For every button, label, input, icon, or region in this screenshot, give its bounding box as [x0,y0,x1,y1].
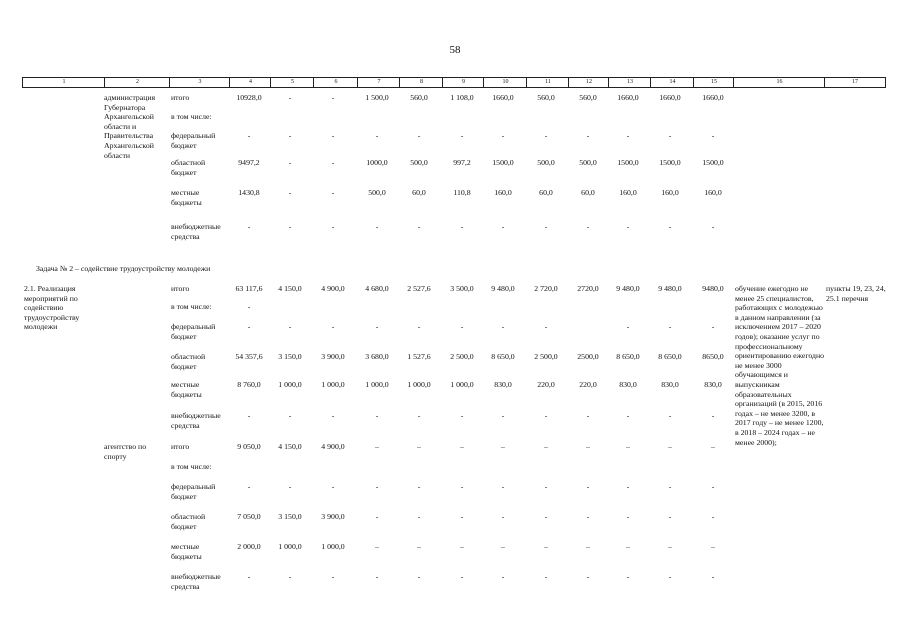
amount-cell: 1 000,0 [450,380,474,389]
amount-cell: - [331,322,335,331]
amount-cell: – [626,442,630,451]
amount-cell: - [417,322,421,331]
amount-cell: 560,0 [537,93,555,102]
amount-cell: – [668,542,672,551]
amount-cell: - [331,188,335,197]
amount-cell: 3 680,0 [365,352,389,361]
column-separator [270,78,271,87]
amount-cell: 8 650,0 [616,352,640,361]
column-number: 3 [198,79,202,85]
amount-cell: 500,0 [579,158,597,167]
amount-cell: 10928,0 [236,93,262,102]
amount-cell: - [711,131,715,140]
funding-source-label: местные бюджеты [171,380,202,399]
amount-cell: - [288,322,292,331]
amount-cell: 1660,0 [702,93,724,102]
amount-cell: 2 527,6 [407,284,431,293]
amount-cell: - [586,131,590,140]
amount-cell: - [501,411,505,420]
amount-cell: 54 357,6 [235,352,263,361]
expected-result-cell: обучение ежегодно не менее 25 специалистов, работающих с молодежью в данном направлении (за исключением 2017 – 2020 годов); оказание услуг по профессиональному ориентированию ежегодно не менее 3000 обучающимся и выпускникам образовательных организаций (в 2015, 2016 годах – не менее 3200, в 2017 году – не менее 1200, в 2018 – 2024 годах – не менее 2000); [735,284,825,447]
amount-cell: 1500,0 [617,158,639,167]
amount-cell: - [626,322,630,331]
amount-cell: - [247,131,251,140]
amount-cell: 1 000,0 [321,542,345,551]
amount-cell: 1 527,6 [407,352,431,361]
amount-cell: 9 480,0 [616,284,640,293]
funding-source-label: итого [171,284,190,293]
column-separator [608,78,609,87]
amount-cell: 1660,0 [492,93,514,102]
amount-cell: 2500,0 [577,352,599,361]
column-number: 6 [334,79,338,85]
amount-cell: - [331,93,335,102]
amount-cell: 60,0 [539,188,553,197]
column-number: 9 [462,79,465,85]
executor-cell: администрация Губернатора Архангельской области и Правительства Архангельской области [104,93,156,160]
amount-cell: 7 050,0 [237,512,261,521]
amount-cell: - [501,222,505,231]
amount-cell: - [288,93,292,102]
amount-cell: - [544,222,548,231]
column-separator [357,78,358,87]
column-number: 14 [669,79,676,85]
indicators-cell: пункты 19, 23, 24, 25.1 перечня [826,284,886,303]
amount-cell: - [417,411,421,420]
funding-source-label: в том числе: [171,302,212,311]
amount-cell: 9 480,0 [658,284,682,293]
amount-cell: – [711,542,715,551]
amount-cell: - [586,222,590,231]
amount-cell: 830,0 [661,380,679,389]
amount-cell: - [375,411,379,420]
amount-cell: - [375,482,379,491]
amount-cell: - [417,482,421,491]
amount-cell: 2720,0 [577,284,599,293]
column-number: 15 [711,79,717,85]
amount-cell: 1000,0 [366,158,388,167]
column-separator [399,78,400,87]
amount-cell: - [544,572,548,581]
amount-cell: 160,0 [704,188,722,197]
amount-cell: 8 650,0 [658,352,682,361]
amount-cell: - [711,482,715,491]
amount-cell: - [288,482,292,491]
amount-cell: – [417,442,421,451]
amount-cell: - [711,222,715,231]
amount-cell: - [668,512,672,521]
amount-cell: – [501,442,505,451]
column-number: 17 [852,79,858,85]
amount-cell: - [460,512,464,521]
amount-cell: - [668,131,672,140]
amount-cell: - [668,482,672,491]
column-number: 2 [136,79,139,85]
column-number: 11 [545,79,551,85]
funding-source-label: местные бюджеты [171,542,202,561]
amount-cell: - [288,411,292,420]
column-separator [169,78,170,87]
amount-cell: 160,0 [619,188,637,197]
amount-cell: 4 150,0 [278,284,302,293]
amount-cell: 3 150,0 [278,512,302,521]
amount-cell: 1660,0 [659,93,681,102]
amount-cell: – [586,542,590,551]
funding-source-label: местные бюджеты [171,188,202,207]
page-number: 58 [449,44,461,56]
amount-cell: - [331,158,335,167]
amount-cell: 1500,0 [702,158,724,167]
amount-cell: - [460,482,464,491]
column-number: 8 [420,79,423,85]
amount-cell: 220,0 [579,380,597,389]
column-number: 10 [502,79,509,85]
amount-cell: – [375,442,379,451]
amount-cell: - [501,131,505,140]
amount-cell: 1660,0 [617,93,639,102]
amount-cell: - [417,131,421,140]
amount-cell: - [331,482,335,491]
column-separator [442,78,443,87]
amount-cell: 1 108,0 [450,93,474,102]
amount-cell: 1 000,0 [321,380,345,389]
amount-cell: 1 500,0 [365,93,389,102]
amount-cell: - [331,572,335,581]
amount-cell: – [501,542,505,551]
amount-cell: 4 900,0 [321,442,345,451]
funding-source-label: итого [171,442,190,451]
funding-source-label: в том числе: [171,462,212,471]
amount-cell: - [247,411,251,420]
column-separator [824,78,825,87]
column-separator [526,78,527,87]
amount-cell: – [460,542,464,551]
amount-cell: 8 760,0 [237,380,261,389]
amount-cell: - [288,188,292,197]
amount-cell: 1 000,0 [407,380,431,389]
amount-cell: 3 150,0 [278,352,302,361]
amount-cell: - [626,131,630,140]
amount-cell: - [331,222,335,231]
amount-cell: 1500,0 [492,158,514,167]
executor-cell: агентство по спорту [104,442,147,461]
amount-cell: 8 650,0 [491,352,515,361]
amount-cell: – [711,442,715,451]
amount-cell: – [668,442,672,451]
column-number-header [22,77,886,88]
amount-cell: - [375,572,379,581]
amount-cell: – [544,542,548,551]
amount-cell: 500,0 [410,158,428,167]
column-separator [229,78,230,87]
amount-cell: – [375,542,379,551]
amount-cell: - [375,512,379,521]
amount-cell: 160,0 [494,188,512,197]
column-separator [483,78,484,87]
amount-cell: 830,0 [619,380,637,389]
amount-cell: 1 000,0 [278,542,302,551]
column-number: 4 [249,79,252,85]
column-number: 12 [586,79,592,85]
amount-cell: - [544,131,548,140]
amount-cell: - [460,411,464,420]
amount-cell: - [288,131,292,140]
amount-cell: - [460,572,464,581]
amount-cell: 63 117,6 [235,284,263,293]
amount-cell: - [460,131,464,140]
amount-cell: - [375,131,379,140]
column-number: 5 [291,79,294,85]
amount-cell: - [711,512,715,521]
amount-cell: - [711,411,715,420]
amount-cell: 9 050,0 [237,442,261,451]
column-separator [693,78,694,87]
column-number: 16 [776,79,783,85]
amount-cell: 560,0 [410,93,428,102]
amount-cell: - [668,411,672,420]
column-separator [313,78,314,87]
amount-cell: 3 500,0 [450,284,474,293]
amount-cell: 160,0 [661,188,679,197]
activity-cell: 2.1. Реализация мероприятий по содействию трудоустройству молодежи [24,284,80,332]
amount-cell: – [544,442,548,451]
column-separator [568,78,569,87]
amount-cell: 110,8 [453,188,471,197]
amount-cell: - [417,222,421,231]
funding-source-label: федеральный бюджет [171,482,216,501]
amount-cell: 3 900,0 [321,352,345,361]
amount-cell: - [668,222,672,231]
amount-cell: - [586,411,590,420]
column-separator [104,78,105,87]
amount-cell: - [247,572,251,581]
amount-cell: - [288,572,292,581]
amount-cell: 60,0 [412,188,426,197]
amount-cell: - [247,482,251,491]
amount-cell: 500,0 [368,188,386,197]
amount-cell: - [247,302,251,311]
amount-cell: - [501,572,505,581]
amount-cell: - [501,322,505,331]
funding-source-label: федеральный бюджет [171,322,216,341]
amount-cell: - [586,572,590,581]
amount-cell: - [626,411,630,420]
amount-cell: 8650,0 [702,352,724,361]
amount-cell: 830,0 [494,380,512,389]
funding-source-label: областной бюджет [171,158,206,177]
amount-cell: - [331,131,335,140]
amount-cell: - [668,572,672,581]
amount-cell: - [501,512,505,521]
amount-cell: 4 900,0 [321,284,345,293]
amount-cell: - [711,572,715,581]
amount-cell: - [626,572,630,581]
amount-cell: 1 000,0 [278,380,302,389]
amount-cell: - [626,512,630,521]
funding-source-label: областной бюджет [171,352,206,371]
amount-cell: 60,0 [581,188,595,197]
amount-cell: - [460,222,464,231]
amount-cell: - [375,322,379,331]
amount-cell: - [626,222,630,231]
amount-cell: - [626,482,630,491]
amount-cell: - [375,222,379,231]
amount-cell: – [460,442,464,451]
amount-cell: 4 150,0 [278,442,302,451]
funding-source-label: федеральный бюджет [171,131,216,150]
amount-cell: 560,0 [579,93,597,102]
funding-source-label: областной бюджет [171,512,206,531]
amount-cell: – [586,442,590,451]
amount-cell: 830,0 [704,380,722,389]
amount-cell: - [544,411,548,420]
amount-cell: 2 500,0 [450,352,474,361]
task-heading: Задача № 2 – содействие трудоустройству молодежи [36,264,211,273]
amount-cell: 1500,0 [659,158,681,167]
amount-cell: 220,0 [537,380,555,389]
amount-cell: - [544,322,548,331]
amount-cell: - [247,222,251,231]
column-number: 1 [62,79,66,85]
amount-cell: 9480,0 [702,284,724,293]
amount-cell: – [626,542,630,551]
amount-cell: 3 900,0 [321,512,345,521]
amount-cell: 1 000,0 [365,380,389,389]
column-number: 7 [377,79,381,85]
amount-cell: – [417,542,421,551]
amount-cell: - [460,322,464,331]
column-separator [650,78,651,87]
amount-cell: - [288,222,292,231]
amount-cell: - [247,322,251,331]
funding-source-label: внебюджетные средства [171,411,221,430]
amount-cell: - [544,512,548,521]
amount-cell: - [288,158,292,167]
amount-cell: - [586,512,590,521]
amount-cell: 500,0 [537,158,555,167]
amount-cell: 2 000,0 [237,542,261,551]
column-number: 13 [627,79,633,85]
funding-source-label: внебюджетные средства [171,222,221,241]
funding-source-label: в том числе: [171,112,212,121]
funding-source-label: внебюджетные средства [171,572,221,591]
column-separator [733,78,734,87]
amount-cell: 4 680,0 [365,284,389,293]
amount-cell: - [331,411,335,420]
amount-cell: - [417,572,421,581]
amount-cell: 2 500,0 [534,352,558,361]
amount-cell: - [501,482,505,491]
funding-source-label: итого [171,93,190,102]
amount-cell: - [711,322,715,331]
amount-cell: - [586,482,590,491]
amount-cell: 1430,8 [238,188,260,197]
amount-cell: 9 480,0 [491,284,515,293]
amount-cell: - [417,512,421,521]
amount-cell: - [544,482,548,491]
amount-cell: 2 720,0 [534,284,558,293]
amount-cell: - [668,322,672,331]
amount-cell: 9497,2 [238,158,260,167]
amount-cell: 997,2 [453,158,471,167]
